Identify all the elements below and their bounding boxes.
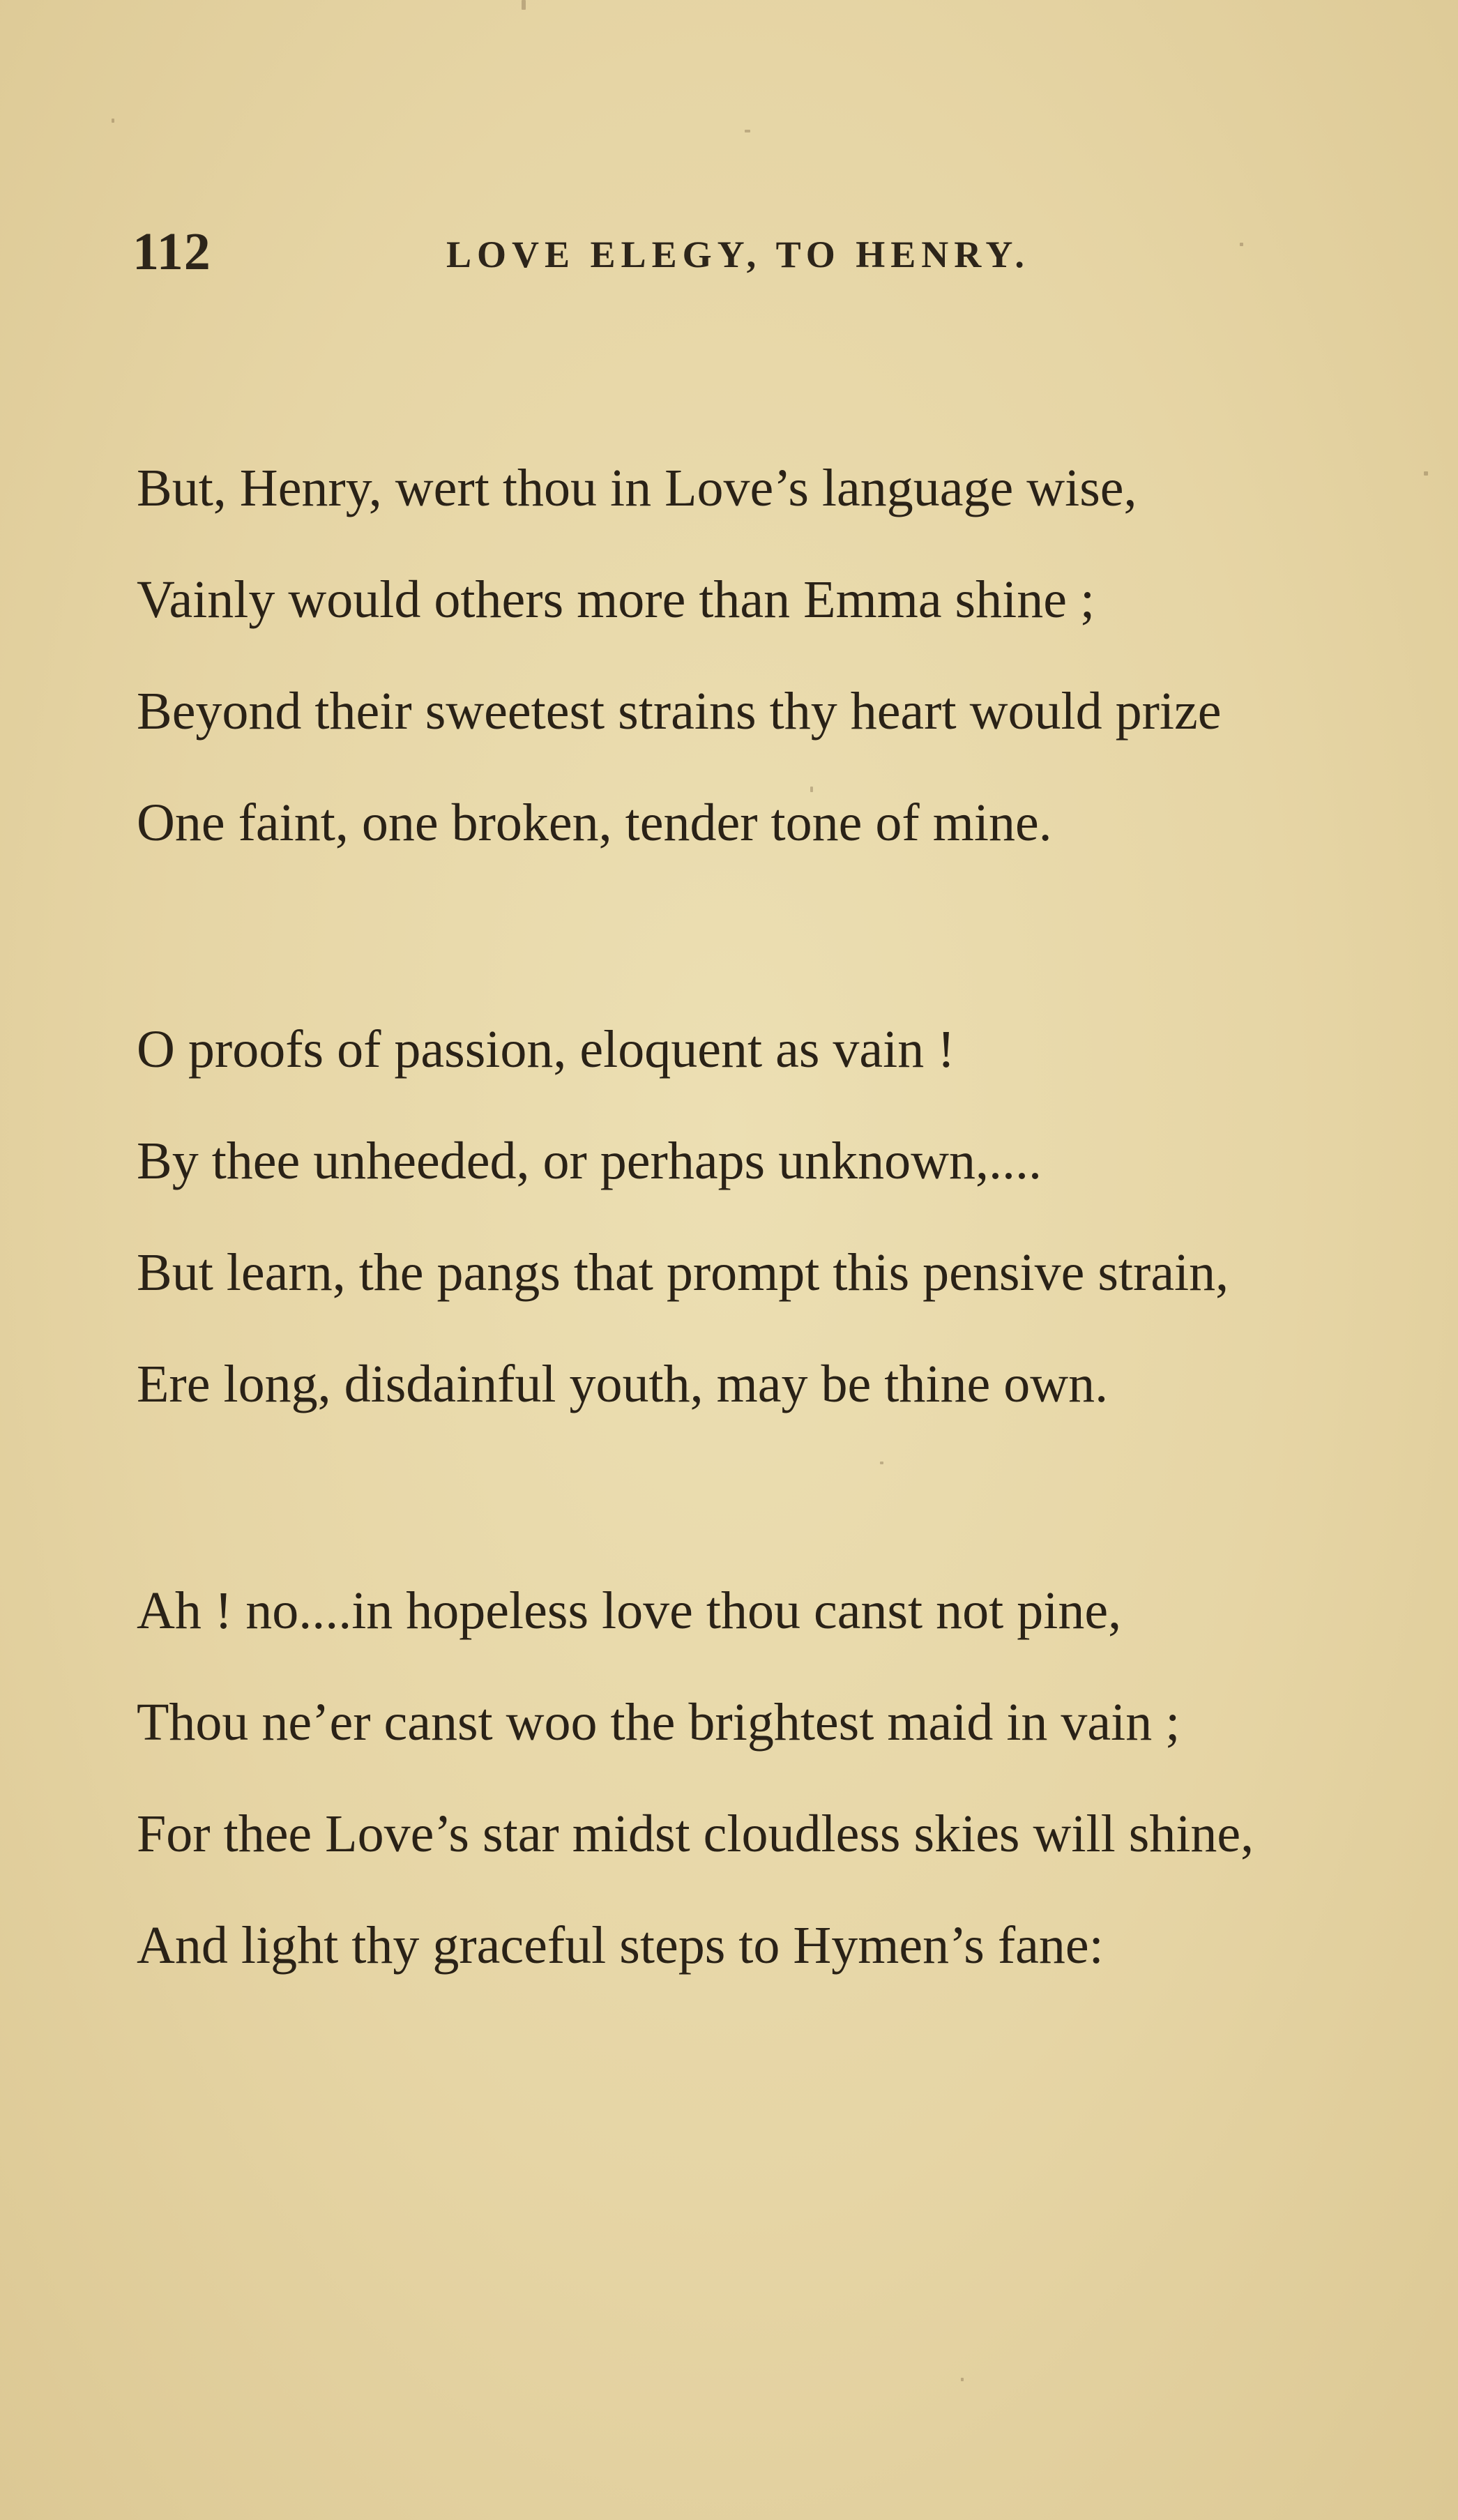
paper-speck [745,130,750,132]
verse-line: But, Henry, wert thou in Love’s language wise, [137,459,1137,517]
paper-speck [112,119,114,123]
verse-line: But learn, the pangs that prompt this pensive strain, [137,1243,1229,1302]
verse-line: One faint, one broken, tender tone of mine. [137,794,1052,852]
stanza [137,1555,1392,2001]
paper-speck [1424,471,1428,476]
verse-line: O proofs of passion, eloquent as vain ! [137,1020,955,1079]
verse-line: Vainly would others more than Emma shine ; [137,570,1095,629]
paper-speck [961,2378,964,2381]
paper-speck [522,0,526,10]
stanza [137,432,1392,879]
verse-line: Beyond their sweetest strains thy heart would prize [137,682,1222,741]
page-number: 112 [132,222,211,281]
page-header [132,222,1081,284]
stanza [137,994,1392,1440]
verse-line: And light thy graceful steps to Hymen’s fane: [137,1916,1104,1975]
verse-line: For thee Love’s star midst cloudless skies will shine, [137,1805,1254,1863]
verse-line: Ere long, disdainful youth, may be thine own. [137,1355,1109,1413]
verse-line: Thou ne’er canst woo the brightest maid in vain ; [137,1693,1180,1752]
paper-speck [1240,243,1243,246]
poem-body [137,432,1392,2001]
verse-line: Ah ! no....in hopeless love thou canst not pine, [137,1581,1122,1640]
verse-line: By thee unheeded, or perhaps unknown,.... [137,1132,1042,1190]
running-title: LOVE ELEGY, TO HENRY. [446,234,1030,275]
